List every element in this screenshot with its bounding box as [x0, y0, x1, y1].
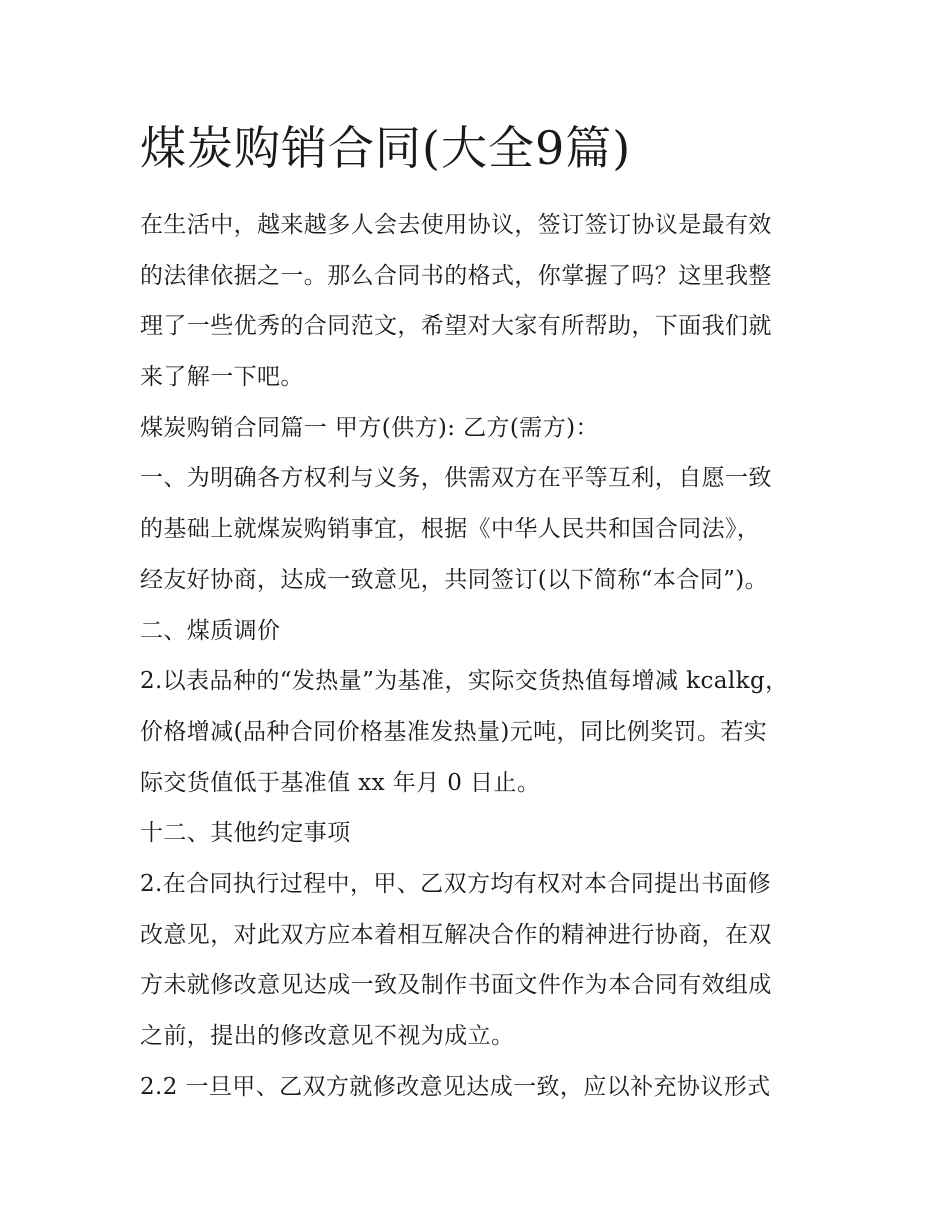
text-line: 在生活中，越来越多人会去使用协议，签订签订协议是最有效	[140, 212, 772, 238]
text-line: 际交货值低于基准值 xx 年月 0 日止。	[140, 769, 541, 796]
text-line: 价格增减(品种合同价格基准发热量)元吨，同比例奖罚。若实	[140, 718, 768, 745]
text-line: 经友好协商，达成一致意见，共同签订(以下简称“本合同”)。	[140, 566, 769, 593]
text-line: 来了解一下吧。	[140, 364, 304, 391]
contract-heading-parties	[140, 403, 820, 454]
text-line: 十二、其他约定事项	[140, 820, 351, 847]
text-line: 改意见，对此双方应本着相互解决合作的精神进行协商，在双	[140, 921, 772, 948]
text-line: 2.在合同执行过程中，甲、乙双方均有权对本合同提出书面修	[140, 870, 772, 897]
clause-modification	[140, 859, 820, 1062]
document-body	[140, 200, 820, 1112]
text-line: 理了一些优秀的合同范文，希望对大家有所帮助，下面我们就	[140, 313, 772, 340]
text-line: 一、为明确各方权利与义务，供需双方在平等互利，自愿一致	[140, 465, 772, 492]
text-line: 煤炭购销合同篇一 甲方(供方): 乙方(需方)：	[140, 414, 599, 441]
clause-one-paragraph	[140, 453, 820, 605]
section-heading-other-matters	[140, 808, 820, 859]
intro-paragraph	[140, 200, 820, 403]
text-line: 方未就修改意见达成一致及制作书面文件作为本合同有效组成	[140, 972, 772, 999]
text-line: 的基础上就煤炭购销事宜，根据《中华人民共和国合同法》，	[140, 516, 761, 543]
text-line: 2.以表品种的“发热量”为基准，实际交货热值每增减 kcalkg，	[140, 668, 789, 695]
section-heading-coal-quality	[140, 606, 820, 657]
document-title: 煤炭购销合同(大全9篇)	[140, 121, 632, 175]
clause-calorific-value	[140, 656, 820, 808]
text-line: 2.2 一旦甲、乙双方就修改意见达成一致，应以补充协议形式	[140, 1073, 771, 1100]
text-line: 之前，提出的修改意见不视为成立。	[140, 1023, 515, 1049]
clause-supplementary-agreement	[140, 1062, 820, 1113]
text-line: 二、煤质调价	[140, 617, 281, 644]
document-page	[140, 112, 820, 1112]
text-line: 的法律依据之一。那么合同书的格式，你掌握了吗？这里我整	[140, 262, 772, 289]
